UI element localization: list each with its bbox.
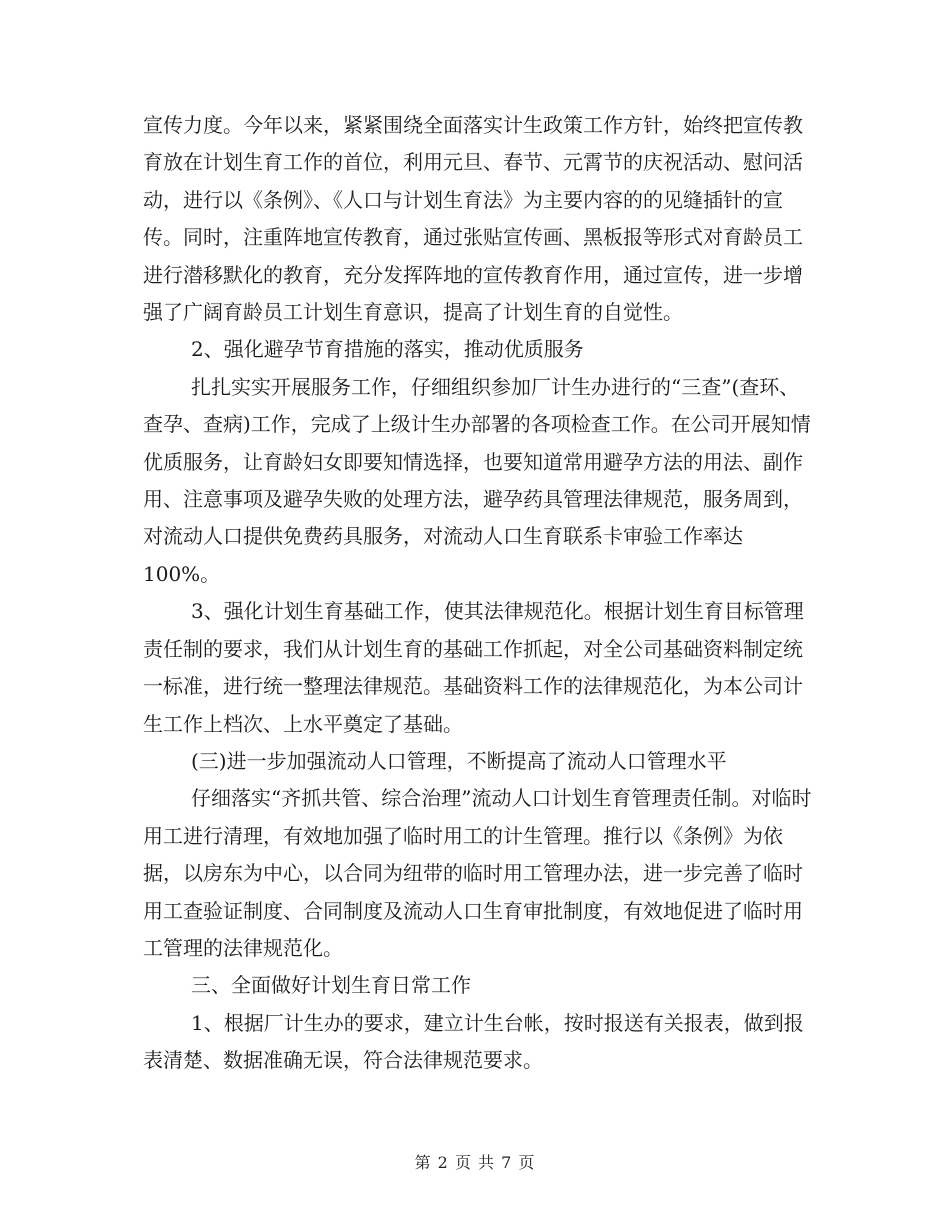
page-number-footer: 第 2 页 共 7 页 xyxy=(414,1153,536,1172)
paragraph-publicity-continued: 宣传力度。今年以来，紧紧围绕全面落实计生政策工作方针，始终把宣传教育放在计划生育工作的首位，利用元旦、春节、元霄节的庆祝活动、慰问活动，进行以《条例》、《人口与计划生育法》为主要内容的的见缝插针的宣传。同时，注重阵地宣传教育，通过张贴宣传画、黑板报等形式对育龄员工进行潜移默化的教育，充分发挥阵地的宣传教育作用，通过宣传，进一步增强了广阔育龄员工计划生育意识，提高了计划生育的自觉性。 xyxy=(143,113,803,325)
document-body xyxy=(143,107,813,1080)
paragraph-basic-work: 3、强化计划生育基础工作，使其法律规范化。根据计划生育目标管理责任制的要求，我们从计划生育的基础工作抓起，对全公司基础资料制定统一标准，进行统一整理法律规范。基础资料工作的法律规范化，为本公司计生工作上档次、上水平奠定了基础。 xyxy=(143,599,804,736)
paragraph-heading-floating-population: (三)进一步加强流动人口管理，不断提高了流动人口管理水平 xyxy=(191,748,727,773)
paragraph-heading-contraception: 2、强化避孕节育措施的落实，推动优质服务 xyxy=(191,337,584,362)
paragraph-management-responsibility: 仔细落实“齐抓共管、综合治理”流动人口计划生育管理责任制。对临时用工进行清理，有效地加强了临时用工的计生管理。推行以《条例》为依据，以房东为中心，以合同为纽带的临时用工管理办法，进一步完善了临时用工查验证制度、合同制度及流动人口生育审批制度，有效地促进了临时用工管理的法律规范化。 xyxy=(143,786,812,960)
paragraph-ledger-reports: 1、根据厂计生办的要求，建立计生台帐，按时报送有关报表，做到报表清楚、数据准确无误，符合法律规范要求。 xyxy=(143,1010,804,1073)
paragraph-heading-daily-work: 三、全面做好计划生育日常工作 xyxy=(191,973,471,998)
paragraph-service-work: 扎扎实实开展服务工作，仔细组织参加厂计生办进行的“三查”(查环、查孕、查病)工作，完成了上级计生办部署的各项检查工作。在公司开展知情优质服务，让育龄妇女即要知情选择，也要知道常用避孕方法的用法、副作用、注意事项及避孕失败的处理方法，避孕药具管理法律规范，服务周到，对流动人口提供免费药具服务，对流动人口生育联系卡审验工作率达100%。 xyxy=(143,374,811,586)
